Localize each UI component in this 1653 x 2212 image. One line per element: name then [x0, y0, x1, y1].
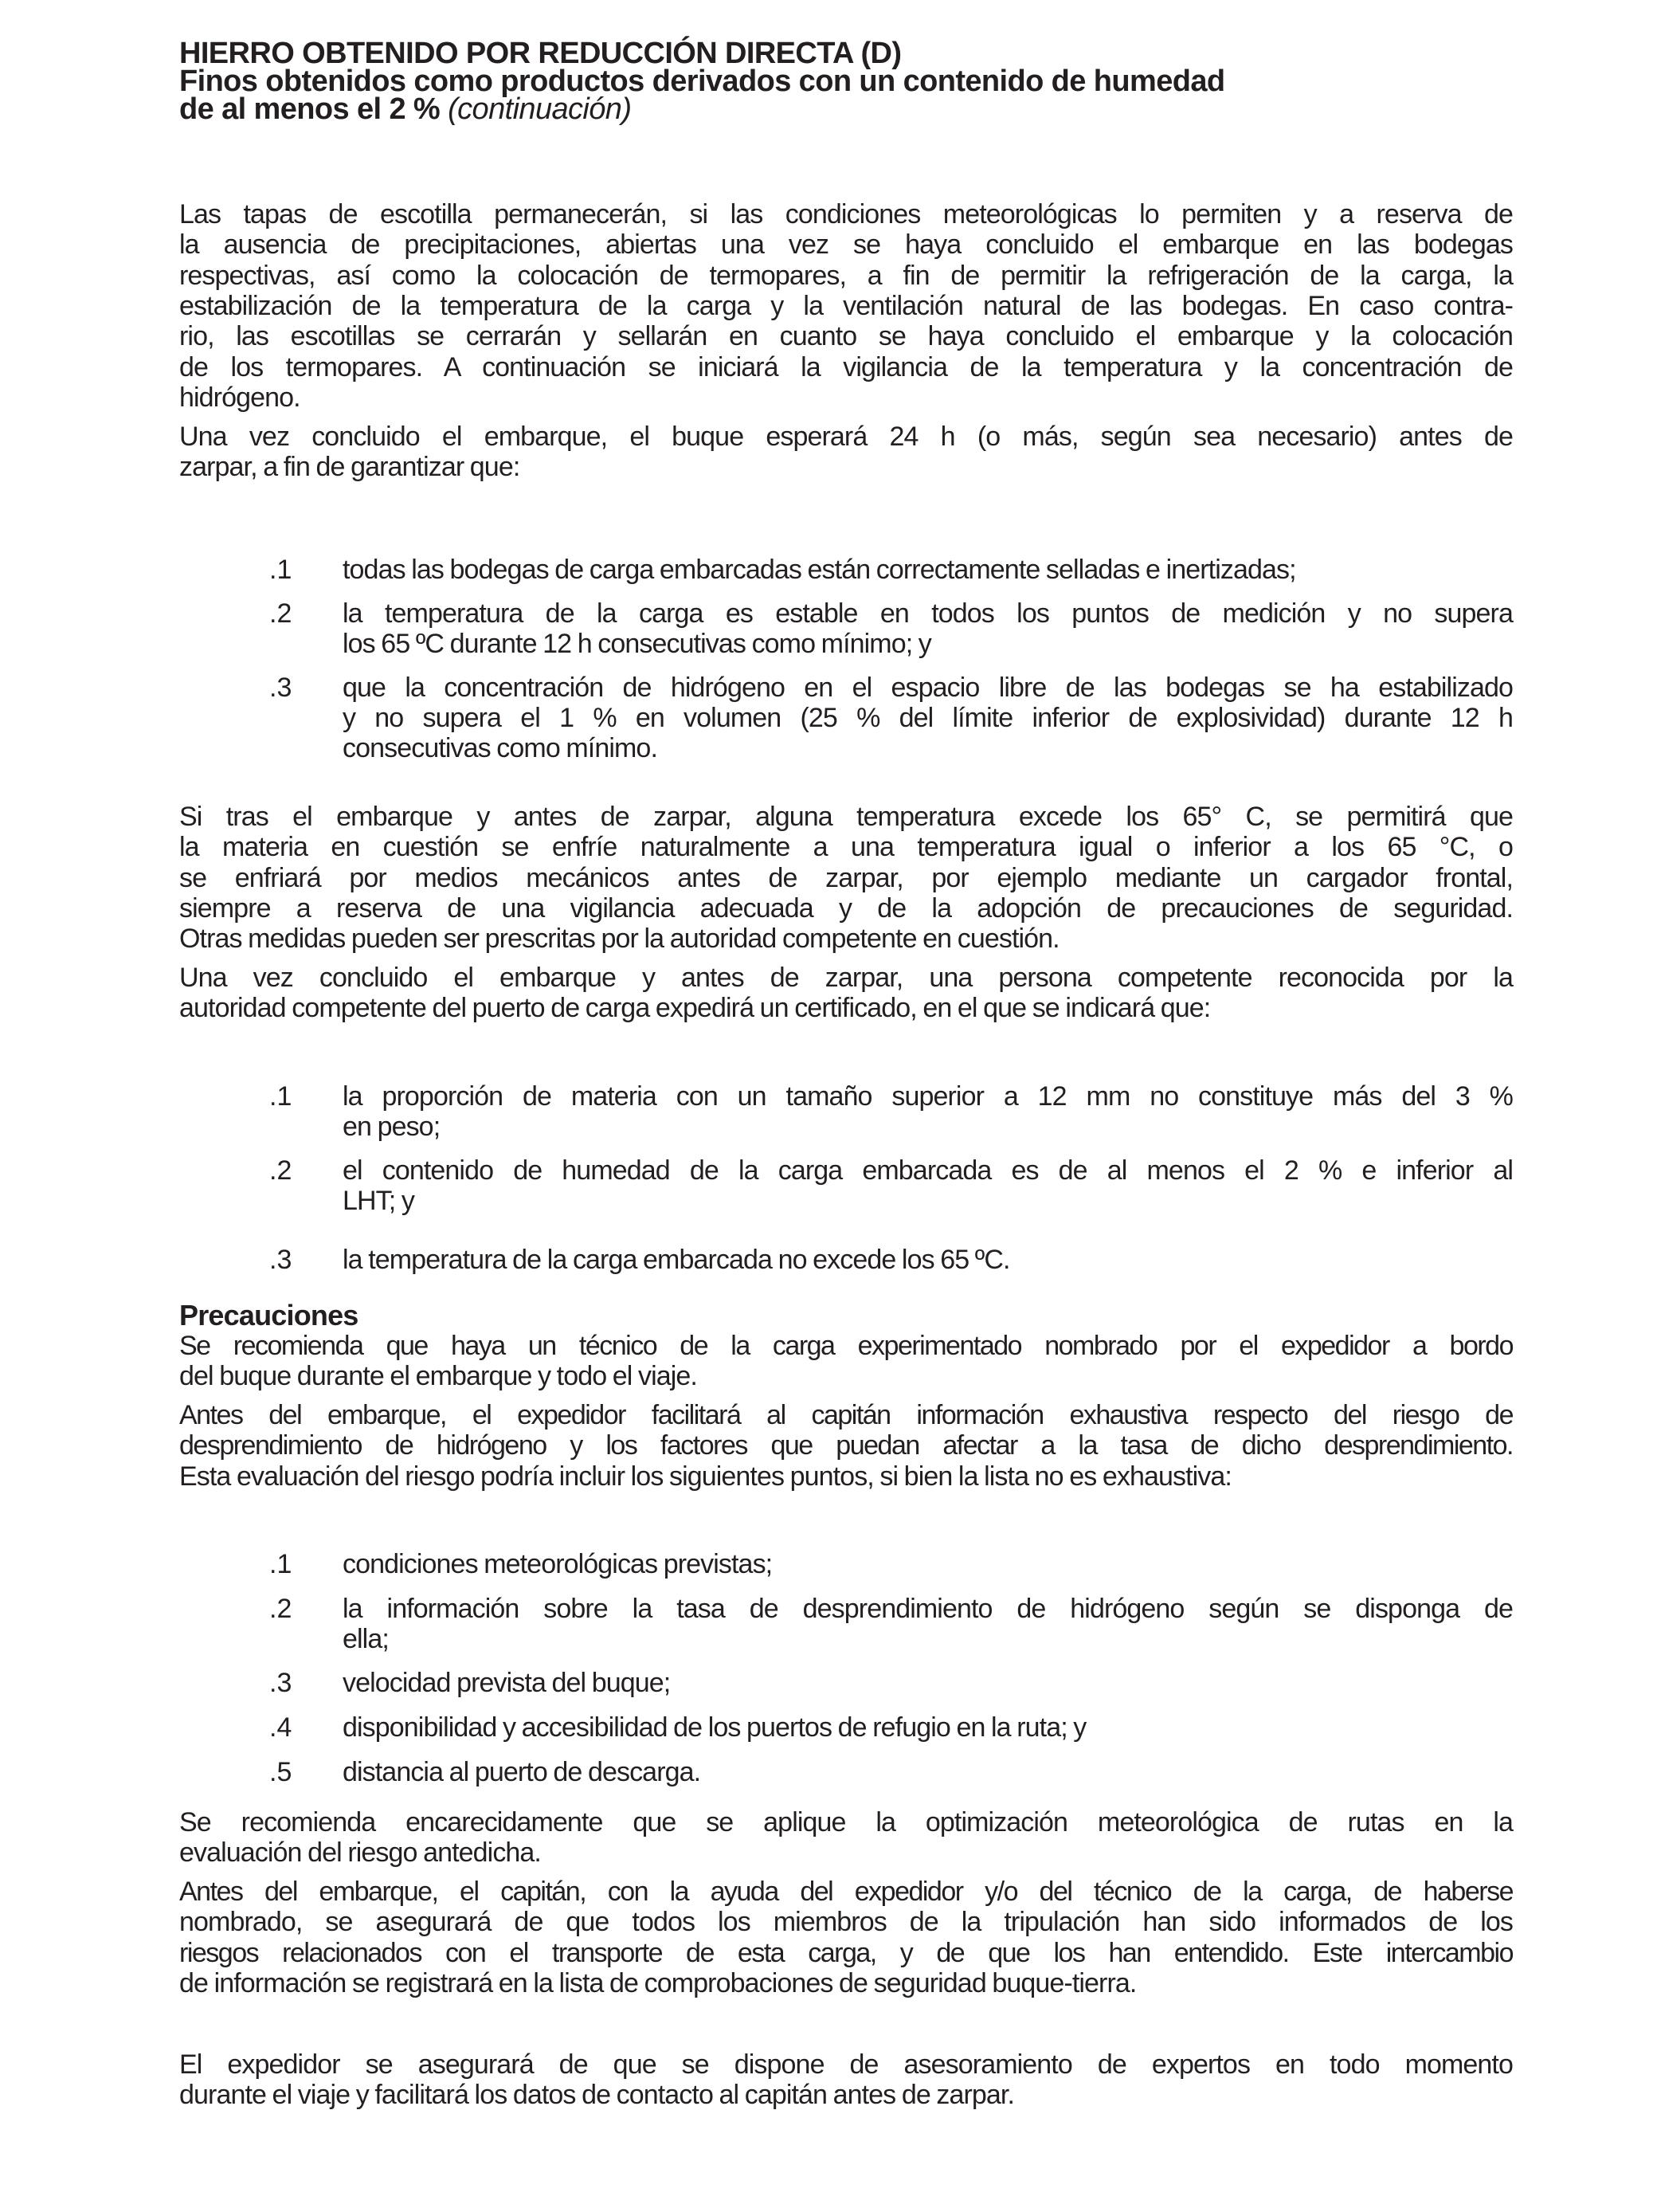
- list-item-text: consecutivas como mínimo.: [343, 733, 657, 763]
- text-line: desprendimiento de hidrógeno y los factores que puedan afectar a la tasa de dicho desprendimiento.: [179, 1430, 1513, 1461]
- list-item-text: todas las bodegas de carga embarcadas están correctamente selladas e inertizadas;: [343, 555, 1296, 585]
- list-item-number: .3: [269, 1245, 292, 1275]
- text-line: la ausencia de precipitaciones, abiertas una vez se haya concluido el embarque en las bodegas: [179, 229, 1513, 260]
- text-line: de información se registrará en la lista de comprobaciones de seguridad buque-tierra.: [179, 1968, 1137, 1998]
- list-item-text: que la concentración de hidrógeno en el espacio libre de las bodegas se ha estabilizado: [343, 673, 1513, 703]
- list-item-number: .3: [269, 1668, 292, 1698]
- list-item-text: la temperatura de la carga es estable en todos los puntos de medición y no supera: [343, 598, 1513, 629]
- list-item-text: distancia al puerto de descarga.: [343, 1757, 701, 1787]
- section-subtitle-text: de al menos el 2 %: [179, 92, 441, 126]
- text-line: Otras medidas pueden ser prescritas por la autoridad competente en cuestión.: [179, 924, 1060, 954]
- text-line: Una vez concluido el embarque, el buque esperará 24 h (o más, según sea necesario) antes de: [179, 422, 1513, 452]
- list-item-number: .5: [269, 1757, 292, 1787]
- text-line: Antes del embarque, el capitán, con la ayuda del expedidor y/o del técnico de la carga, de haberse: [179, 1877, 1513, 1907]
- continuation-label: (continuación): [448, 92, 632, 126]
- text-line: evaluación del riesgo antedicha.: [179, 1837, 541, 1868]
- text-line: estabilización de la temperatura de la carga y la ventilación natural de las bodegas. En caso contra-: [179, 291, 1513, 321]
- text-line: del buque durante el embarque y todo el viaje.: [179, 1361, 697, 1391]
- text-line: Si tras el embarque y antes de zarpar, alguna temperatura excede los 65° C, se permitirá que: [179, 802, 1513, 832]
- list-item-text: en peso;: [343, 1112, 441, 1142]
- list-item-number: .1: [269, 1081, 292, 1112]
- list-item-text: la proporción de materia con un tamaño superior a 12 mm no constituye más del 3 %: [343, 1081, 1513, 1112]
- list-item-number: .4: [269, 1712, 292, 1743]
- list-item-text: velocidad prevista del buque;: [343, 1668, 671, 1698]
- text-line: riesgos relacionados con el transporte de esta carga, y de que los han entendido. Este intercambio: [179, 1938, 1513, 1968]
- text-line: Esta evaluación del riesgo podría incluir los siguientes puntos, si bien la lista no es exhaustiva:: [179, 1461, 1232, 1492]
- text-line: Las tapas de escotilla permanecerán, si las condiciones meteorológicas lo permiten y a reserva de: [179, 199, 1513, 229]
- list-item-number: .1: [269, 555, 292, 585]
- text-line: hidrógeno.: [179, 382, 300, 413]
- list-item-text: disponibilidad y accesibilidad de los puertos de refugio en la ruta; y: [343, 1712, 1087, 1743]
- text-line: autoridad competente del puerto de carga expedirá un certificado, en el que se indicará que:: [179, 993, 1211, 1023]
- text-line: la materia en cuestión se enfríe naturalmente a una temperatura igual o inferior a los 65 °C, o: [179, 832, 1513, 862]
- list-item-number: .3: [269, 673, 292, 703]
- text-line: respectivas, así como la colocación de termopares, a fin de permitir la refrigeración de la carga, la: [179, 261, 1513, 291]
- text-line: El expedidor se asegurará de que se dispone de asesoramiento de expertos en todo momento: [179, 2049, 1513, 2080]
- text-line: durante el viaje y facilitará los datos de contacto al capitán antes de zarpar.: [179, 2080, 1015, 2110]
- text-line: siempre a reserva de una vigilancia adecuada y de la adopción de precauciones de seguridad.: [179, 893, 1513, 924]
- list-item-text: y no supera el 1 % en volumen (25 % del límite inferior de explosividad) durante 12 h: [343, 703, 1513, 733]
- list-item-text: condiciones meteorológicas previstas;: [343, 1549, 773, 1579]
- text-line: zarpar, a fin de garantizar que:: [179, 452, 520, 482]
- text-line: nombrado, se asegurará de que todos los miembros de la tripulación han sido informados de los: [179, 1907, 1513, 1937]
- text-line: se enfriará por medios mecánicos antes de zarpar, por ejemplo mediante un cargador frontal,: [179, 863, 1513, 893]
- list-item-number: .2: [269, 598, 292, 629]
- list-item-number: .2: [269, 1594, 292, 1624]
- section-subtitle-line-1: Finos obtenidos como productos derivados con un contenido de humedad: [179, 65, 1225, 98]
- list-item-text: ella;: [343, 1624, 389, 1654]
- section-title: HIERRO OBTENIDO POR REDUCCIÓN DIRECTA (D): [179, 37, 902, 70]
- list-item-text: el contenido de humedad de la carga embarcada es de al menos el 2 % e inferior al: [343, 1155, 1513, 1186]
- list-item-number: .2: [269, 1155, 292, 1186]
- list-item-text: la temperatura de la carga embarcada no excede los 65 ºC.: [343, 1245, 1010, 1275]
- precautions-heading: Precauciones: [179, 1299, 358, 1332]
- text-line: Una vez concluido el embarque y antes de zarpar, una persona competente reconocida por la: [179, 963, 1513, 993]
- list-item-text: los 65 ºC durante 12 h consecutivas como mínimo; y: [343, 629, 931, 659]
- section-subtitle-line-2: [179, 92, 1513, 126]
- text-line: rio, las escotillas se cerrarán y sellarán en cuanto se haya concluido el embarque y la colocación: [179, 321, 1513, 351]
- list-item-text: la información sobre la tasa de desprendimiento de hidrógeno según se disponga de: [343, 1594, 1513, 1624]
- text-line: de los termopares. A continuación se iniciará la vigilancia de la temperatura y la concentración de: [179, 352, 1513, 382]
- list-item-text: LHT; y: [343, 1186, 414, 1216]
- text-line: Se recomienda encarecidamente que se aplique la optimización meteorológica de rutas en la: [179, 1807, 1513, 1837]
- text-line: Se recomienda que haya un técnico de la carga experimentado nombrado por el expedidor a bordo: [179, 1331, 1513, 1361]
- text-line: Antes del embarque, el expedidor facilitará al capitán información exhaustiva respecto del riesgo de: [179, 1400, 1513, 1430]
- list-item-number: .1: [269, 1549, 292, 1579]
